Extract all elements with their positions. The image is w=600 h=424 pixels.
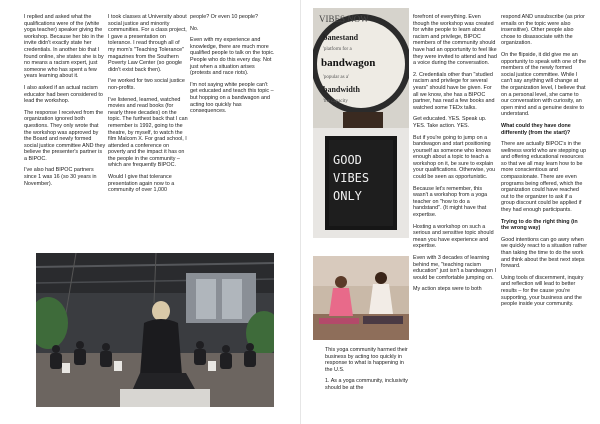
paragraph: respond AND unsubscribe (as prior emails on the topic were also insensitive). Other people also chose to disassociate with the organization. [501, 14, 585, 47]
paragraph: forefront of everything. Even though the workshop was created for white people to learn about racism and privilege, BIPOC members of the community should have had an opportunity to feel like they were invited to attend and had a voice during the conversation. [413, 14, 497, 67]
paragraph: I've also had BIPOC partners since 1 was 16 (so 30 years in November). [24, 167, 97, 187]
paragraph: No. [190, 25, 199, 32]
dict-word: VIBES NOW [319, 14, 369, 24]
paragraph: I also asked if an actual racism educator had been considered to lead the workshop. [24, 84, 103, 105]
yoga-women-photo [313, 256, 409, 340]
dict-word: banestand [323, 33, 359, 42]
paragraph: I'm not saying white people can't get educated and teach this topic – but hopping on a bandwagon and acting too quickly has consequences. [190, 81, 274, 115]
paragraph: My action steps were to both [413, 286, 482, 293]
left-column-2 [108, 14, 188, 199]
right-column-2 [413, 14, 497, 298]
paragraph: Get educated. YES. Speak up. YES. Take action. YES. [413, 116, 487, 129]
paragraph: Hosting a workshop on such a serious and sensitive topic should mean you have experience and expertise. [413, 223, 494, 250]
paragraph: Even with 3 decades of learning behind me, "teaching racism education" just isn't a bandwagon I would be comfortable jumping on. [413, 255, 496, 281]
paragraph: Using tools of discernment, inquiry and reflection will lead to better results – for the cause you're supporting, your business and the people inside your community. [501, 274, 584, 308]
left-column-1 [24, 14, 106, 192]
left-column-3 [190, 14, 276, 120]
paragraph: I've listened, learned, watched movies and read books (for nearly three decades) on the topic. The furthest back that I can remember is 1992, going to the theatre, by myself, to watch the film Malcom X. For grad school, I attended a conference on poverty and the impact it has on the people in the community – which are frequently BIPOC. [108, 96, 188, 169]
dict-word: 'popular as a' [323, 75, 349, 80]
right-page [300, 0, 600, 424]
section-heading: Trying to do the right thing (in the wrong way) [501, 218, 578, 232]
dict-word: 'the capacity [323, 99, 348, 104]
right-column-3 [501, 14, 587, 313]
sign-line: VIBES [333, 171, 370, 185]
paragraph: Even with my experience and knowledge, there are much more qualified people to talk on the topic. People who do this every day. Not just when a situation arises (protests and race riots). [190, 37, 275, 77]
dict-word: bandwagon [321, 57, 376, 69]
paragraph: On the flipside, it did give me an opportunity to speak with one of the members of the newly formed social justice committee. While I can't say anything will change at the organization level, I believe that on a personal level, she came to our conversation with curiosity, an open mind and a genuine desire to understand. [501, 51, 587, 118]
dict-word: bandwidth [323, 85, 360, 94]
paragraph: people? Or even 10 people? [190, 14, 259, 20]
paragraph: 1. As a yoga community, inclusivity should be at the [325, 378, 408, 391]
paragraph: This yoga community harmed their business by acting too quickly in response to what is happening in the U.S. [325, 347, 408, 373]
paragraph: But if you're going to jump on a bandwagon and start positioning yourself as someone who knows enough about a topic to teach a workshop on it, be sure to explain your qualifications. Otherwise, you could be seen as opportunistic. [413, 134, 496, 181]
paragraph: I replied and asked what the qualifications were of the (white yoga teacher) speaker giving the workshop. Because her bio in the invite didn't exactly state her credentials. In another bio that I found online, she states she is by no means a racism expert, just someone who has spent a few years learning about it. [24, 14, 104, 80]
dictionary-bandwagon-photo [313, 8, 409, 128]
dict-word: 'platform for a [323, 47, 352, 52]
paragraph: 2. Credentials other than "studied racism and privilege for several years" should have be given. For all we know, she has a BIPOC partner, has read a few books and watched some TEDx talks. [413, 71, 495, 111]
good-vibes-sign-photo [313, 128, 409, 238]
paragraph: Would I give that tolerance presentation again now to a community of over 1,000 [108, 174, 175, 194]
sign-line: GOOD [333, 153, 362, 167]
paragraph: There are actually BIPOC's in the wellness world who are stepping up and offering educational resources so that we all may learn how to be more conscientious and compassionate. There are even programs being offered, which the organization could have reached out to the organizer to ask if a group discount could be applied if they had enough participants. [501, 141, 587, 214]
sign-line: ONLY [333, 189, 362, 203]
yoga-class-photo [36, 253, 274, 407]
paragraph: The response I received from the organization ignored both questions. They only wrote that the workshop was approved by the Board and newly formed social justice committee AND they believe the presenter's partner is a BIPOC. [24, 109, 106, 162]
paragraph: Good intentions can go awry when we quickly react to a situation rather than taking the time to do the work and think about the best next steps forward. [501, 236, 587, 270]
paragraph: I took classes at University about social justice and minority communities. For a class project, I gave a presentation on tolerance. I read through all of my mom's "Teaching Tolerance" magazines from the Southern Poverty Law Center (so google didn't exist back then). [108, 14, 187, 73]
section-heading: What could they have done differently (from the start)? [501, 122, 571, 136]
right-caption [325, 347, 409, 397]
paragraph: Because let's remember, this wasn't a workshop from a yoga teacher on "how to do a handstand". (It might have that expertise. [413, 185, 488, 219]
paragraph: I've worked for two social justice non-profits. [108, 78, 185, 91]
